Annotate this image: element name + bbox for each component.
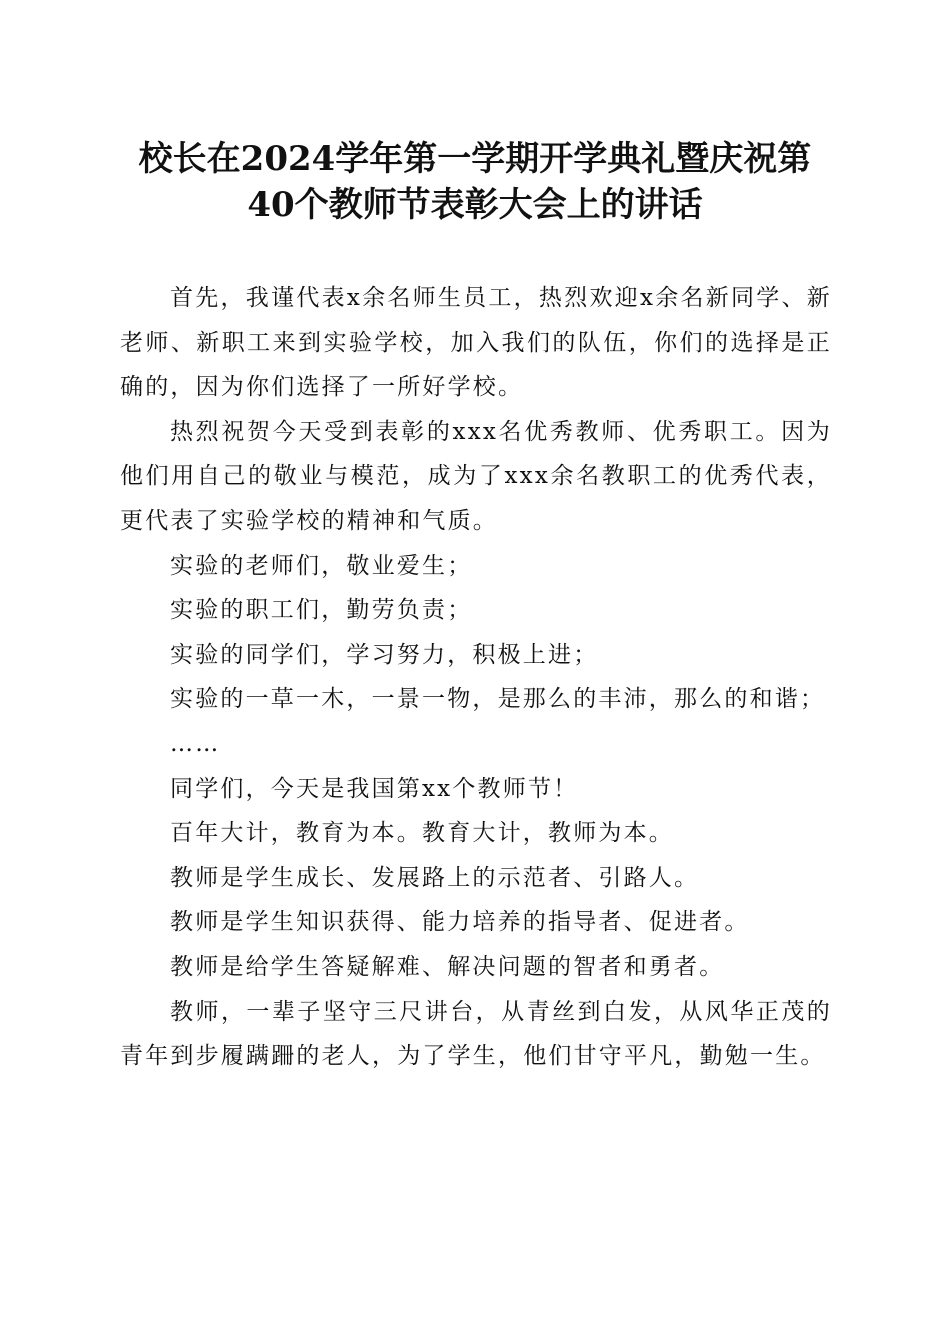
paragraph-congratulations: 热烈祝贺今天受到表彰的xxx名优秀教师、优秀职工。因为他们用自己的敬业与模范，成为了xxx余名教职工的优秀代表，更代表了实验学校的精神和气质。 bbox=[120, 418, 832, 534]
paragraph-students: 实验的同学们，学习努力，积极上进； bbox=[170, 641, 599, 668]
paragraph-education: 百年大计，教育为本。教育大计，教师为本。 bbox=[170, 820, 674, 847]
paragraph-dedication: 教师，一辈子坚守三尺讲台，从青丝到白发，从风华正茂的青年到步履蹒跚的老人，为了学生，他们甘守平凡，勤勉一生。 bbox=[120, 998, 832, 1070]
paragraph-welcome: 首先，我谨代表x余名师生员工，热烈欢迎x余名新同学、新老师、新职工来到实验学校，加入我们的队伍，你们的选择是正确的，因为你们选择了一所好学校。 bbox=[120, 285, 832, 401]
document-title bbox=[80, 136, 870, 228]
title-line-1: 校长在2024学年第一学期开学典礼暨庆祝第 bbox=[138, 139, 812, 179]
paragraph-teachers-day: 同学们，今天是我国第xx个教师节！ bbox=[170, 775, 579, 802]
paragraph-wise: 教师是给学生答疑解难、解决问题的智者和勇者。 bbox=[170, 953, 725, 980]
paragraph-teachers: 实验的老师们，敬业爱生； bbox=[170, 552, 473, 579]
paragraph-guide: 教师是学生知识获得、能力培养的指导者、促进者。 bbox=[170, 909, 750, 936]
paragraph-ellipsis: …… bbox=[170, 730, 221, 757]
document-body bbox=[120, 276, 832, 1079]
paragraph-staff: 实验的职工们，勤劳负责； bbox=[170, 597, 473, 624]
paragraph-role-model: 教师是学生成长、发展路上的示范者、引路人。 bbox=[170, 864, 700, 891]
title-line-2: 40个教师节表彰大会上的讲话 bbox=[247, 185, 703, 225]
paragraph-campus: 实验的一草一木，一景一物，是那么的丰沛，那么的和谐； bbox=[170, 686, 826, 713]
